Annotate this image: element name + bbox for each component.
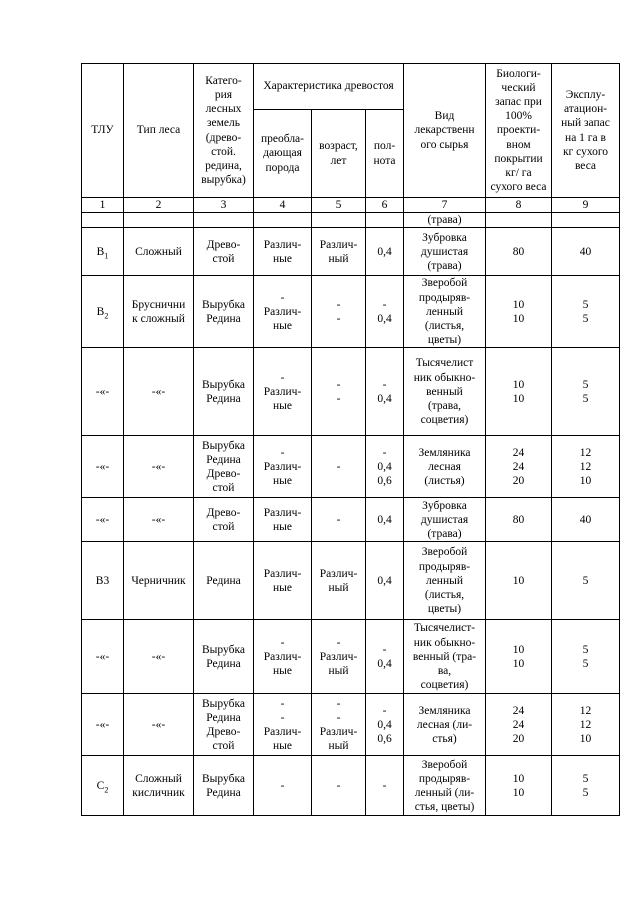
row-exploit-stock: 12 12 10 — [552, 694, 620, 756]
row-bio-stock: 24 24 20 — [486, 694, 552, 756]
header-age: возраст, лет — [312, 110, 366, 198]
row-density: - 0,4 — [366, 348, 404, 436]
row-bio-stock: 10 10 — [486, 348, 552, 436]
row-exploit-stock: 40 — [552, 228, 620, 276]
row-forest-type — [124, 213, 194, 228]
row-raw-material: Зубровка душистая (трава) — [404, 498, 486, 542]
row-raw-material: Земляника лесная (листья) — [404, 436, 486, 498]
table-row — [82, 756, 620, 816]
row-exploit-stock: 40 — [552, 498, 620, 542]
row-forest-type: -«- — [124, 498, 194, 542]
row-tlu-subscript: 2 — [104, 785, 109, 795]
row-dominant-species: Различ- ные — [254, 228, 312, 276]
row-land-category: Вырубка Редина — [194, 348, 254, 436]
row-age — [312, 213, 366, 228]
row-land-category: Вырубка Редина — [194, 276, 254, 348]
row-tlu — [82, 542, 124, 620]
row-dominant-species: - - Различ- ные — [254, 694, 312, 756]
column-number: 4 — [254, 198, 312, 213]
row-tlu — [82, 228, 124, 276]
row-raw-material: Тысячелист- ник обыкно- венный (тра- ва, соцветия) — [404, 620, 486, 694]
row-raw-material: Земляника лесная (ли- стья) — [404, 694, 486, 756]
row-density: 0,4 — [366, 542, 404, 620]
row-raw-material: Зверобой продыряв- ленный (листья, цветы) — [404, 276, 486, 348]
column-number: 8 — [486, 198, 552, 213]
row-tlu — [82, 694, 124, 756]
row-tlu — [82, 436, 124, 498]
row-tlu-code: -«- — [95, 718, 110, 731]
column-number: 7 — [404, 198, 486, 213]
row-land-category: Древо- стой — [194, 498, 254, 542]
row-dominant-species: Различ- ные — [254, 498, 312, 542]
row-raw-material: Зубровка душистая (трава) — [404, 228, 486, 276]
row-land-category: Редина — [194, 542, 254, 620]
row-tlu — [82, 348, 124, 436]
table-body — [82, 213, 620, 816]
row-tlu-code: B3 — [95, 574, 110, 587]
row-tlu-subscript: 1 — [104, 251, 109, 261]
row-forest-type: -«- — [124, 620, 194, 694]
row-tlu-code: -«- — [95, 513, 110, 526]
header-land-category: Катего- рия лесных земель (древо- стой. редина, вырубка) — [194, 64, 254, 198]
row-age: - - — [312, 348, 366, 436]
row-density: - 0,4 0,6 — [366, 436, 404, 498]
row-tlu — [82, 620, 124, 694]
header-exploit-stock: Эксплу- атацион- ный запас на 1 га в кг сухого веса — [552, 64, 620, 198]
table-row — [82, 228, 620, 276]
row-age: Различ- ный — [312, 542, 366, 620]
row-density: - 0,4 — [366, 276, 404, 348]
row-forest-type: -«- — [124, 348, 194, 436]
row-bio-stock: 80 — [486, 228, 552, 276]
row-exploit-stock: 5 5 — [552, 620, 620, 694]
column-number: 6 — [366, 198, 404, 213]
forest-resources-table — [81, 63, 620, 816]
row-density — [366, 213, 404, 228]
row-tlu-code: B — [96, 245, 105, 258]
row-dominant-species: - — [254, 756, 312, 816]
row-tlu — [82, 213, 124, 228]
row-forest-type: Бруснични к сложный — [124, 276, 194, 348]
row-exploit-stock: 5 — [552, 542, 620, 620]
row-age: - - Различ- ный — [312, 694, 366, 756]
row-exploit-stock: 5 5 — [552, 348, 620, 436]
row-forest-type: Черничник — [124, 542, 194, 620]
row-tlu-code: C — [96, 779, 105, 792]
row-bio-stock: 24 24 20 — [486, 436, 552, 498]
row-tlu-code: -«- — [95, 460, 110, 473]
row-raw-material: Тысячелист ник обыкно- венный (трава, соцветия) — [404, 348, 486, 436]
column-number: 2 — [124, 198, 194, 213]
table-row — [82, 542, 620, 620]
row-land-category: Древо- стой — [194, 228, 254, 276]
row-dominant-species: - Различ- ные — [254, 620, 312, 694]
row-age: Различ- ный — [312, 228, 366, 276]
row-dominant-species — [254, 213, 312, 228]
row-forest-type: -«- — [124, 694, 194, 756]
row-dominant-species: Различ- ные — [254, 542, 312, 620]
row-tlu-code: -«- — [95, 650, 110, 663]
row-exploit-stock: 12 12 10 — [552, 436, 620, 498]
row-dominant-species: - Различ- ные — [254, 276, 312, 348]
row-dominant-species: - Различ- ные — [254, 436, 312, 498]
row-density: 0,4 — [366, 498, 404, 542]
row-raw-material: Зверобой продыряв- ленный (листья, цветы) — [404, 542, 486, 620]
row-tlu — [82, 756, 124, 816]
row-forest-type: Сложный — [124, 228, 194, 276]
row-bio-stock: 10 — [486, 542, 552, 620]
row-age: - Различ- ный — [312, 620, 366, 694]
table-row — [82, 436, 620, 498]
row-dominant-species: - Различ- ные — [254, 348, 312, 436]
table-row — [82, 620, 620, 694]
row-raw-material: Зверобой продыряв- ленный (ли- стья, цветы) — [404, 756, 486, 816]
column-number: 9 — [552, 198, 620, 213]
table-row — [82, 276, 620, 348]
row-age: - — [312, 498, 366, 542]
row-bio-stock — [486, 213, 552, 228]
row-bio-stock: 10 10 — [486, 756, 552, 816]
row-tlu-code: B — [96, 305, 105, 318]
row-raw-material: (трава) — [404, 213, 486, 228]
row-density: - 0,4 0,6 — [366, 694, 404, 756]
header-density: пол- нота — [366, 110, 404, 198]
column-number: 5 — [312, 198, 366, 213]
row-age: - - — [312, 276, 366, 348]
header-forest-type: Тип леса — [124, 64, 194, 198]
row-density: - 0,4 — [366, 620, 404, 694]
row-land-category: Вырубка Редина — [194, 620, 254, 694]
row-land-category: Вырубка Редина Древо- стой — [194, 694, 254, 756]
row-tlu — [82, 498, 124, 542]
header-stand-characteristics: Характеристика древостоя — [254, 64, 404, 110]
row-age: - — [312, 436, 366, 498]
column-number: 1 — [82, 198, 124, 213]
row-land-category — [194, 213, 254, 228]
row-bio-stock: 10 10 — [486, 276, 552, 348]
table-row — [82, 348, 620, 436]
row-tlu — [82, 276, 124, 348]
row-exploit-stock: 5 5 — [552, 276, 620, 348]
header-dominant-species: преобла- дающая порода — [254, 110, 312, 198]
row-density: 0,4 — [366, 228, 404, 276]
table-row — [82, 213, 620, 228]
header-tlu: ТЛУ — [82, 64, 124, 198]
column-number: 3 — [194, 198, 254, 213]
row-tlu-code: -«- — [95, 385, 110, 398]
row-bio-stock: 80 — [486, 498, 552, 542]
row-age: - — [312, 756, 366, 816]
header-raw-material: Вид лекарственн ого сырья — [404, 64, 486, 198]
row-bio-stock: 10 10 — [486, 620, 552, 694]
row-tlu-subscript: 2 — [104, 311, 109, 321]
row-land-category: Вырубка Редина — [194, 756, 254, 816]
row-forest-type: Сложный кисличник — [124, 756, 194, 816]
row-exploit-stock: 5 5 — [552, 756, 620, 816]
table-row — [82, 694, 620, 756]
row-exploit-stock — [552, 213, 620, 228]
row-forest-type: -«- — [124, 436, 194, 498]
row-density: - — [366, 756, 404, 816]
header-bio-stock: Биологи- ческий запас при 100% проекти- вном покрытии кг/ га сухого веса — [486, 64, 552, 198]
row-land-category: Вырубка Редина Древо- стой — [194, 436, 254, 498]
table-row — [82, 498, 620, 542]
